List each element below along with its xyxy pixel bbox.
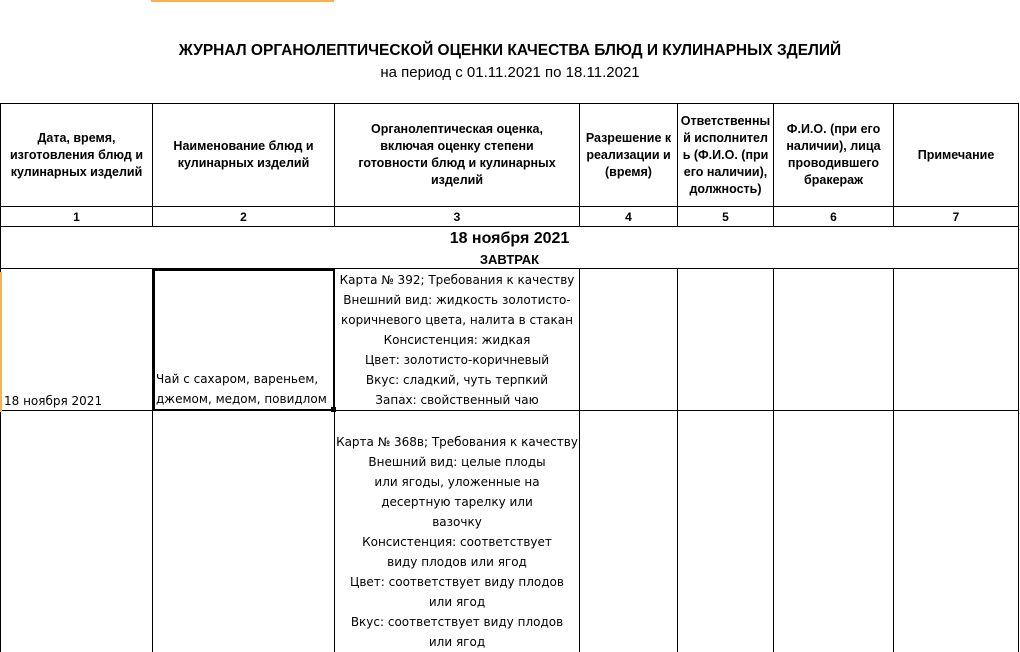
table-row <box>1 411 1019 652</box>
row-evaluation[interactable] <box>335 411 580 652</box>
column-number[interactable]: 2 <box>153 207 335 227</box>
row-note[interactable] <box>894 269 1019 411</box>
journal-period: на период с 01.11.2021 по 18.11.2021 <box>0 64 1020 81</box>
row-date[interactable] <box>1 411 153 652</box>
column-number[interactable]: 7 <box>894 207 1019 227</box>
header-inspector[interactable]: Ф.И.О. (при его наличии), лица проводившего бракераж <box>774 104 894 207</box>
column-number[interactable]: 1 <box>1 207 153 227</box>
cell-selection-marker <box>151 0 334 2</box>
evaluation-line: Карта № 368в; Требования к качеству <box>335 432 579 452</box>
row-selection-marker <box>0 272 2 412</box>
evaluation-line: Консистенция: жидкая <box>335 330 579 350</box>
row-responsible[interactable] <box>678 269 774 411</box>
row-date[interactable]: 18 ноября 2021 <box>1 269 153 411</box>
meal-heading[interactable]: ЗАВТРАК <box>1 251 1019 269</box>
table-row <box>1 269 1019 411</box>
column-number[interactable]: 3 <box>335 207 580 227</box>
evaluation-line: Цвет: соответствует виду плодов или ягод <box>335 572 579 612</box>
evaluation-line: Внешний вид: жидкость золотисто-коричневого цвета, налита в стакан <box>335 290 579 330</box>
evaluation-line: Вкус: соответствует виду плодов или ягод <box>335 612 579 652</box>
column-number[interactable]: 5 <box>678 207 774 227</box>
row-note[interactable] <box>894 411 1019 652</box>
row-permission[interactable] <box>580 269 678 411</box>
evaluation-line: Цвет: золотисто-коричневый <box>335 350 579 370</box>
evaluation-line: Карта № 392; Требования к качеству <box>335 270 579 290</box>
row-inspector[interactable] <box>774 411 894 652</box>
header-dish-name[interactable]: Наименование блюд и кулинарных изделий <box>153 104 335 207</box>
row-dish-name[interactable]: Чай с сахаром, вареньем, джемом, медом, повидлом <box>153 269 335 411</box>
header-note[interactable]: Примечание <box>894 104 1019 207</box>
evaluation-line: Внешний вид: целые плоды или ягоды, уложенные на десертную тарелку или вазочку <box>335 452 579 532</box>
row-permission[interactable] <box>580 411 678 652</box>
evaluation-line: Вкус: сладкий, чуть терпкий <box>335 370 579 390</box>
fill-handle[interactable] <box>331 407 336 412</box>
row-inspector[interactable] <box>774 269 894 411</box>
row-dish-name[interactable] <box>153 411 335 652</box>
header-responsible[interactable]: Ответственный исполнитель (Ф.И.О. (при его наличии), должность) <box>678 104 774 207</box>
evaluation-line: Консистенция: соответствует виду плодов или ягод <box>335 532 579 572</box>
row-responsible[interactable] <box>678 411 774 652</box>
evaluation-line: Запах: свойственный чаю <box>335 390 579 410</box>
row-evaluation[interactable] <box>335 269 580 411</box>
journal-title: ЖУРНАЛ ОРГАНОЛЕПТИЧЕСКОЙ ОЦЕНКИ КАЧЕСТВА БЛЮД И КУЛИНАРНЫХ ЗДЕЛИЙ <box>0 42 1020 60</box>
journal-table <box>0 103 1019 652</box>
header-permission[interactable]: Разрешение к реализации и (время) <box>580 104 678 207</box>
column-number[interactable]: 4 <box>580 207 678 227</box>
date-heading[interactable]: 18 ноября 2021 <box>1 227 1019 252</box>
column-number[interactable]: 6 <box>774 207 894 227</box>
header-evaluation[interactable]: Органолептическая оценка, включая оценку степени готовности блюд и кулинарных изделий <box>335 104 580 207</box>
header-date[interactable]: Дата, время, изготовления блюд и кулинарных изделий <box>1 104 153 207</box>
